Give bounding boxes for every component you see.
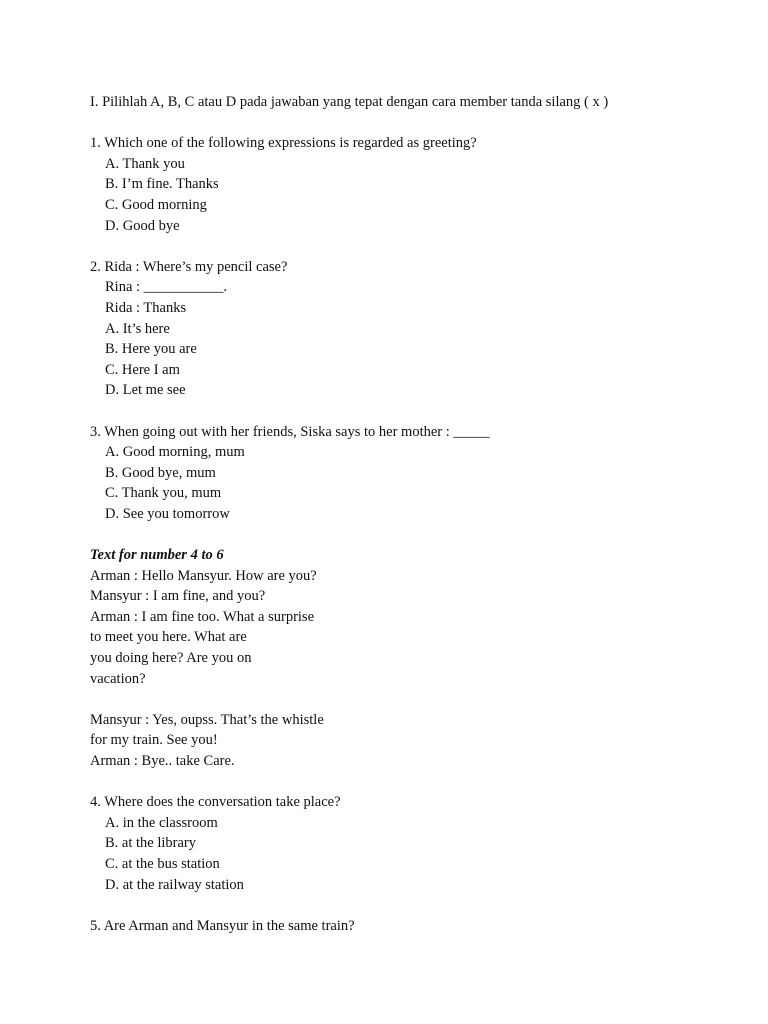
- q2-option-b: B. Here you are: [105, 341, 197, 358]
- q2-option-d: D. Let me see: [105, 382, 186, 399]
- reading-text-heading: Text for number 4 to 6: [90, 547, 224, 564]
- q4-option-a: A. in the classroom: [105, 814, 218, 831]
- reading-text-line: Arman : I am fine too. What a surprise: [90, 608, 315, 625]
- reading-text-line: you doing here? Are you on: [90, 650, 252, 667]
- q4-option-d: D. at the railway station: [105, 876, 244, 893]
- reading-text-line: vacation?: [90, 670, 146, 687]
- question-4-text: 4. Where does the conversation take place?: [90, 794, 341, 811]
- reading-text: [90, 545, 730, 772]
- reading-text-line: Mansyur : Yes, oupss. That’s the whistle: [90, 711, 324, 728]
- q3-option-a: A. Good morning, mum: [105, 444, 245, 461]
- reading-text-line: Arman : Bye.. take Care.: [90, 753, 235, 769]
- q2-option-c: C. Here I am: [105, 361, 180, 378]
- question-2-dialog-line: Rida : Thanks: [105, 299, 187, 316]
- instruction-text: I. Pilihlah A, B, C atau D pada jawaban yang tepat dengan cara member tanda silang ( x ): [90, 94, 609, 110]
- question-3-text: 3. When going out with her friends, Siska says to her mother : _____: [90, 423, 490, 440]
- q3-option-c: C. Thank you, mum: [105, 485, 222, 502]
- question-5: [90, 916, 730, 937]
- q1-option-c: C. Good morning: [105, 196, 207, 213]
- question-2-dialog-line: Rina : ___________.: [105, 279, 228, 296]
- q3-option-d: D. See you tomorrow: [105, 505, 230, 522]
- question-3: [90, 422, 730, 525]
- reading-text-line: for my train. See you!: [90, 732, 218, 749]
- q1-option-d: D. Good bye: [105, 217, 180, 234]
- q4-option-b: B. at the library: [105, 835, 197, 852]
- reading-text-line: Arman : Hello Mansyur. How are you?: [90, 567, 317, 584]
- q3-option-b: B. Good bye, mum: [105, 464, 216, 481]
- worksheet-page: [90, 92, 730, 936]
- question-2-dialog-line: 2. Rida : Where’s my pencil case?: [90, 258, 288, 275]
- reading-text-line: to meet you here. What are: [90, 629, 247, 646]
- question-1: [90, 133, 730, 236]
- question-2: [90, 257, 730, 401]
- q2-option-a: A. It’s here: [105, 320, 170, 337]
- question-5-text: 5. Are Arman and Mansyur in the same train?: [90, 917, 355, 934]
- reading-text-line: Mansyur : I am fine, and you?: [90, 588, 266, 605]
- q1-option-a: A. Thank you: [105, 155, 185, 172]
- q4-option-c: C. at the bus station: [105, 855, 220, 872]
- question-4: [90, 792, 730, 895]
- q1-option-b: B. I’m fine. Thanks: [105, 176, 219, 193]
- question-1-text: 1. Which one of the following expressions is regarded as greeting?: [90, 135, 477, 152]
